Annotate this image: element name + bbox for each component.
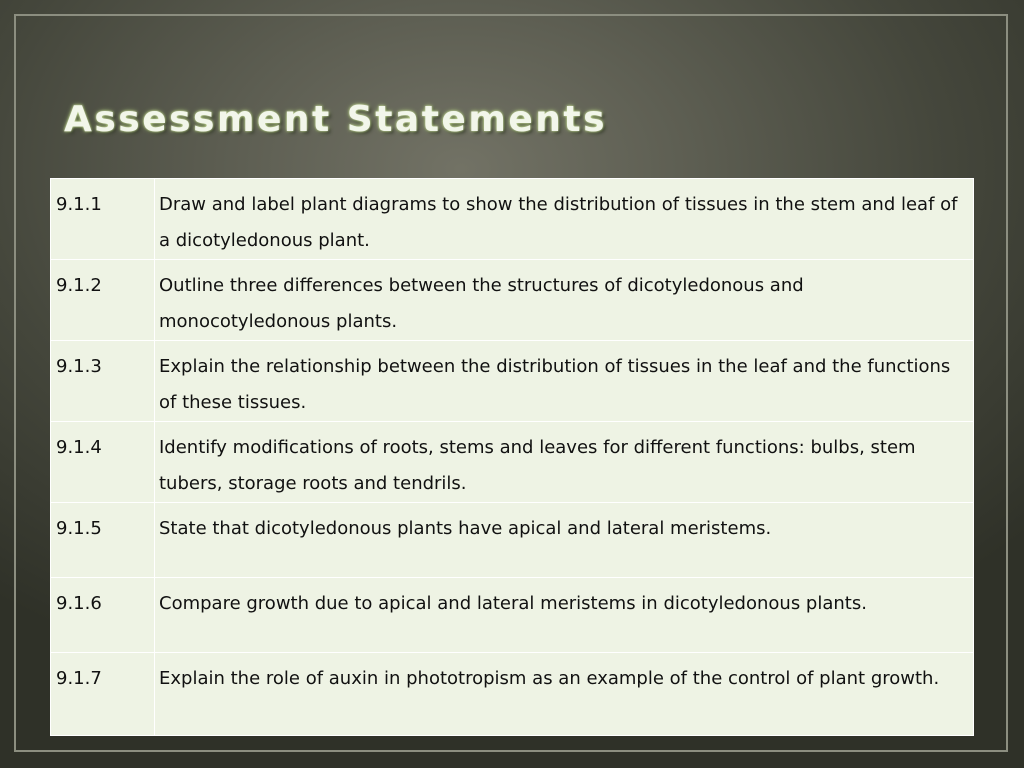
statement-code: 9.1.4 (51, 422, 155, 503)
statement-code: 9.1.6 (51, 578, 155, 653)
table-row (51, 422, 974, 503)
statement-code: 9.1.3 (51, 341, 155, 422)
statement-text: Explain the role of auxin in phototropism as an example of the control of plant growth. (155, 653, 974, 736)
statement-text: Outline three differences between the structures of dicotyledonous and monocotyledonous plants. (155, 260, 974, 341)
statement-text: Explain the relationship between the distribution of tissues in the leaf and the functions of these tissues. (155, 341, 974, 422)
statement-text: Identify modifications of roots, stems and leaves for different functions: bulbs, stem tubers, storage roots and tendrils. (155, 422, 974, 503)
statement-code: 9.1.7 (51, 653, 155, 736)
statement-code: 9.1.2 (51, 260, 155, 341)
table-row (51, 179, 974, 260)
statement-code: 9.1.5 (51, 503, 155, 578)
table-row (51, 503, 974, 578)
statement-text: Compare growth due to apical and lateral meristems in dicotyledonous plants. (155, 578, 974, 653)
assessment-statements-table (50, 178, 974, 736)
statement-text: State that dicotyledonous plants have apical and lateral meristems. (155, 503, 974, 578)
statement-text: Draw and label plant diagrams to show the distribution of tissues in the stem and leaf of a dicotyledonous plant. (155, 179, 974, 260)
table-row (51, 260, 974, 341)
table-row (51, 578, 974, 653)
table-row (51, 341, 974, 422)
slide-title: Assessment Statements (64, 99, 608, 140)
statement-code: 9.1.1 (51, 179, 155, 260)
table-row (51, 653, 974, 736)
